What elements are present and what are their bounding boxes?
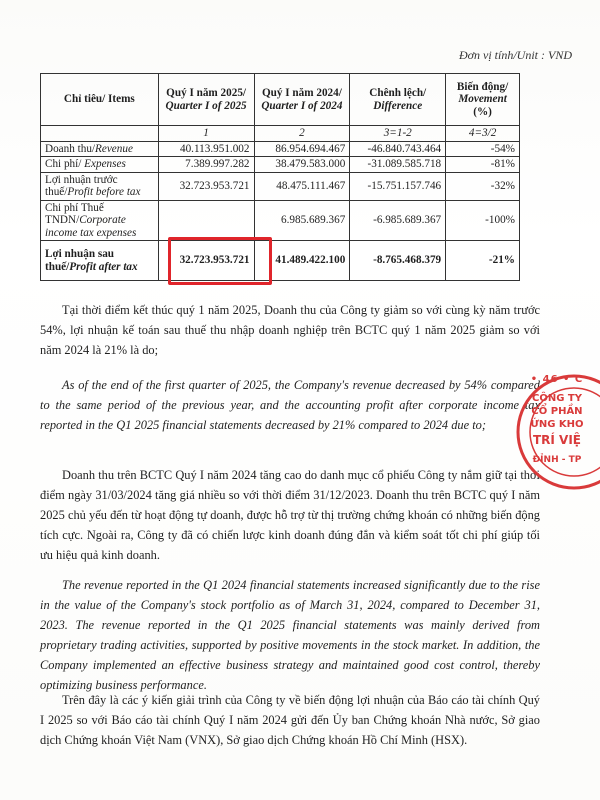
cell-q1-2024: 38.479.583.000 — [254, 157, 350, 173]
index-cell: 3=1-2 — [350, 126, 446, 142]
table-row — [41, 157, 520, 173]
cell-movement: -81% — [446, 157, 520, 173]
cell-movement: -54% — [446, 141, 520, 157]
cell-difference: -46.840.743.464 — [350, 141, 446, 157]
row-label: Chi phí/ Expenses — [41, 157, 159, 173]
cell-q1-2025 — [158, 200, 254, 241]
company-stamp — [512, 372, 600, 492]
unit-label: Đơn vị tính/Unit : VND — [458, 48, 572, 62]
stamp-line: ỨNG KHO — [530, 419, 584, 430]
cell-difference: -8.765.468.379 — [350, 241, 446, 281]
cell-q1-2025: 40.113.951.002 — [158, 141, 254, 157]
index-cell: 2 — [254, 126, 350, 142]
header-difference: Chênh lệch/ Difference — [350, 74, 446, 126]
index-cell: 4=3/2 — [446, 126, 520, 142]
cell-q1-2024: 6.985.689.367 — [254, 200, 350, 241]
stamp-line: CỔ PHẦN — [531, 406, 583, 417]
row-label: Lợi nhuận sau thuế/Profit after tax — [41, 241, 159, 281]
highlight-box — [168, 237, 272, 285]
stamp-line: TRÍ VIỆ — [532, 433, 582, 447]
cell-q1-2025: 32.723.953.721 — [158, 172, 254, 200]
cell-q1-2024: 41.489.422.100 — [254, 241, 350, 281]
paragraph-en-2: The revenue reported in the Q1 2024 financial statements increased significantly due to the rise in the value of the Company's stock portfolio as of March 31, 2024, compared to December 31, 2023. The revenue reported in the Q1 2025 financial statements was mainly derived from proprietary trading activities, supported by positive movements in the stock market. In addition, the Company implemented an effective business strategy and maintained good cost control, thereby optimizing business performance. — [40, 578, 540, 692]
paragraph-vn-2: Doanh thu trên BCTC Quý I năm 2024 tăng cao do danh mục cổ phiếu Công ty nắm giữ tại thời điểm ngày 31/03/2024 tăng giá nhiều so với thời điểm 31/12/2023. Doanh thu trên BCTC quý I năm 2025 chủ yếu đến từ hoạt động tự doanh, được hỗ trợ từ thị trường chứng khoán có những biến động tích cực. Ngoài ra, Công ty đã có chiến lược kinh doanh đúng đắn và kiểm soát tốt chi phí giúp tối ưu hiệu quả kinh doanh. — [40, 468, 540, 562]
cell-difference: -15.751.157.746 — [350, 172, 446, 200]
header-q1-2024: Quý I năm 2024/ Quarter I of 2024 — [254, 74, 350, 126]
table-index-row — [41, 126, 520, 142]
financial-table — [40, 73, 520, 281]
cell-q1-2025: 32.723.953.721 — [158, 241, 254, 281]
index-cell — [41, 126, 159, 142]
paragraph-vn-3: Trên đây là các ý kiến giải trình của Công ty về biến động lợi nhuận của Báo cáo tài chính Quý I 2025 so với Báo cáo tài chính Quý I năm 2024 gửi đến Ủy ban Chứng khoán Nhà nước, Sở giao dịch Chứng khoán Việt Nam (VNX), Sở giao dịch Chứng khoán Hồ Chí Minh (HSX). — [40, 693, 540, 747]
header-items: Chỉ tiêu/ Items — [41, 74, 159, 126]
cell-q1-2024: 48.475.111.467 — [254, 172, 350, 200]
stamp-ring-icon — [512, 372, 600, 492]
index-cell: 1 — [158, 126, 254, 142]
row-label: Lợi nhuận trước thuế/Profit before tax — [41, 172, 159, 200]
header-q1-2025: Quý I năm 2025/ Quarter I of 2025 — [158, 74, 254, 126]
row-label: Chi phí Thuế TNDN/Corporate income tax expenses — [41, 200, 159, 241]
paragraph-en-1: As of the end of the first quarter of 2025, the Company's revenue decreased by 54% compared to the same period of the previous year, and the accounting profit after corporate income tax reported in the Q1 2025 financial statements decreased by 21% compared to 2024 due to; — [40, 378, 540, 432]
paragraph-vn-1: Tại thời điểm kết thúc quý 1 năm 2025, Doanh thu của Công ty giảm so với cùng kỳ năm trước 54%, lợi nhuận kế toán sau thuế thu nhập doanh nghiệp trên BCTC quý 1 năm 2025 giảm so với năm 2024 là 21% là do; — [40, 303, 540, 357]
stamp-top-text: • 46 • C — [530, 374, 584, 385]
cell-difference: -6.985.689.367 — [350, 200, 446, 241]
table-row — [41, 172, 520, 200]
table-header-row — [41, 74, 520, 126]
header-movement: Biến động/ Movement (%) — [446, 74, 520, 126]
stamp-line: CÔNG TY — [532, 393, 582, 404]
row-label: Doanh thu/Revenue — [41, 141, 159, 157]
cell-q1-2025: 7.389.997.282 — [158, 157, 254, 173]
cell-movement: -100% — [446, 200, 520, 241]
table-row — [41, 241, 520, 281]
cell-movement: -21% — [446, 241, 520, 281]
cell-movement: -32% — [446, 172, 520, 200]
stamp-bottom-text: ĐỈNH - TP — [532, 455, 582, 465]
table-row — [41, 200, 520, 241]
cell-q1-2024: 86.954.694.467 — [254, 141, 350, 157]
table-row — [41, 141, 520, 157]
cell-difference: -31.089.585.718 — [350, 157, 446, 173]
